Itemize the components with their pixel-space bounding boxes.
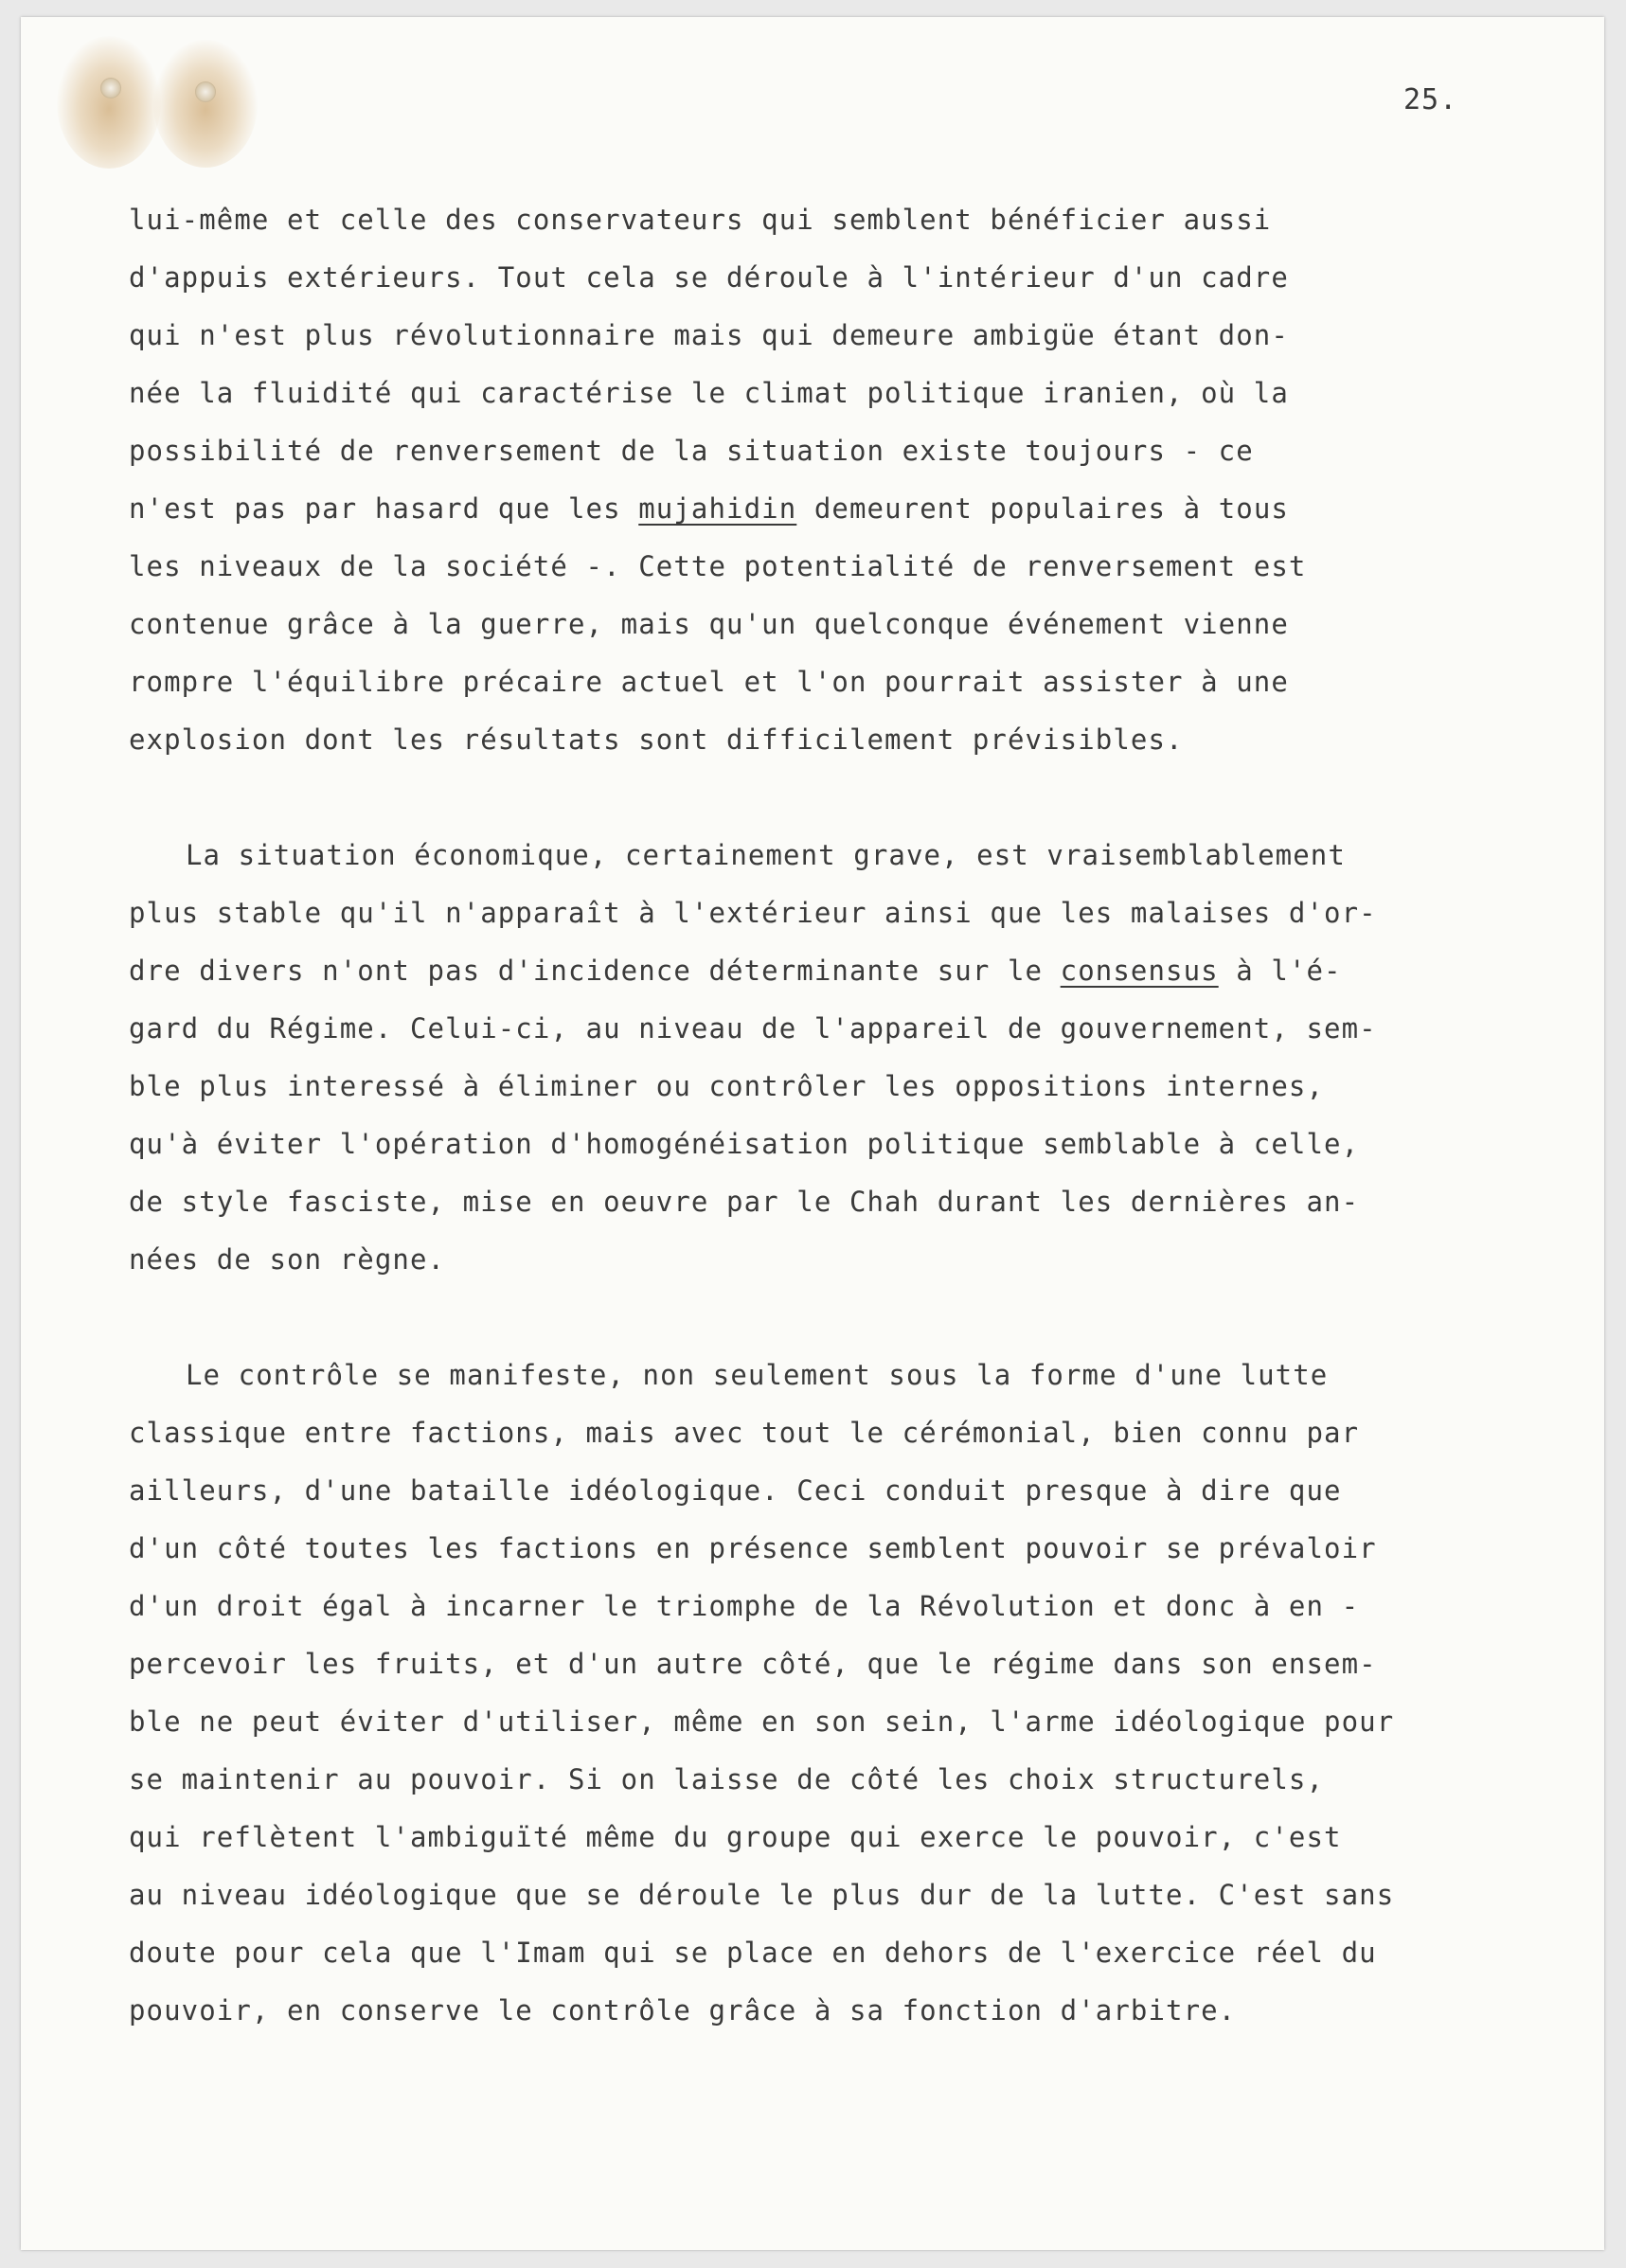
text-segment: qu'à éviter l'opération d'homogénéisation politique semblable à celle, xyxy=(129,1128,1360,1160)
text-segment: plus stable qu'il n'apparaît à l'extérieur ainsi que les malaises d'or- xyxy=(129,897,1377,929)
text-segment: de style fasciste, mise en oeuvre par le Chah durant les dernières an- xyxy=(129,1186,1360,1218)
text-line xyxy=(129,1347,1568,1404)
staple-hole-right xyxy=(195,81,216,102)
text-line xyxy=(129,1866,1568,1924)
text-line xyxy=(129,422,1568,480)
text-line xyxy=(129,1173,1568,1231)
text-segment: gard du Régime. Celui-ci, au niveau de l'appareil de gouvernement, sem- xyxy=(129,1012,1377,1045)
paragraph-1 xyxy=(129,191,1568,769)
text-line xyxy=(129,1404,1568,1462)
text-line xyxy=(129,827,1568,884)
text-line xyxy=(129,191,1568,249)
text-segment: classique entre factions, mais avec tout le cérémonial, bien connu par xyxy=(129,1417,1360,1449)
text-segment: ailleurs, d'une bataille idéologique. Ceci conduit presque à dire que xyxy=(129,1474,1342,1507)
text-line xyxy=(129,249,1568,307)
text-line xyxy=(129,1924,1568,1982)
text-segment: percevoir les fruits, et d'un autre côté, que le régime dans son ensem- xyxy=(129,1648,1377,1680)
text-segment: se maintenir au pouvoir. Si on laisse de côté les choix structurels, xyxy=(129,1763,1325,1795)
text-line xyxy=(129,1058,1568,1116)
underlined-term: mujahidin xyxy=(638,492,797,525)
text-line xyxy=(129,1635,1568,1693)
text-segment: d'un côté toutes les factions en présence semblent pouvoir se prévaloir xyxy=(129,1532,1377,1564)
text-segment: née la fluidité qui caractérise le climat politique iranien, où la xyxy=(129,377,1289,409)
document-body xyxy=(129,191,1568,2040)
text-segment: qui n'est plus révolutionnaire mais qui demeure ambigüe étant don- xyxy=(129,319,1289,351)
text-segment: à l'é- xyxy=(1218,955,1342,987)
text-line xyxy=(129,1520,1568,1578)
text-line xyxy=(129,1578,1568,1635)
paragraph-3 xyxy=(129,1347,1568,2040)
text-segment: doute pour cela que l'Imam qui se place en dehors de l'exercice réel du xyxy=(129,1937,1377,1969)
text-segment: La situation économique, certainement grave, est vraisemblablement xyxy=(186,839,1346,871)
rust-stain-left xyxy=(57,36,161,169)
text-segment: lui-même et celle des conservateurs qui semblent bénéficier aussi xyxy=(129,204,1272,236)
text-segment: rompre l'équilibre précaire actuel et l'on pourrait assister à une xyxy=(129,666,1289,698)
text-line xyxy=(129,480,1568,538)
rust-stain-right xyxy=(153,40,258,168)
text-segment: demeurent populaires à tous xyxy=(796,492,1289,525)
text-line xyxy=(129,307,1568,365)
text-line xyxy=(129,1231,1568,1289)
text-segment: ble ne peut éviter d'utiliser, même en son sein, l'arme idéologique pour xyxy=(129,1705,1395,1738)
text-segment: d'un droit égal à incarner le triomphe de la Révolution et donc à en - xyxy=(129,1590,1360,1622)
text-line xyxy=(129,1809,1568,1866)
staple-hole-left xyxy=(100,78,121,98)
text-line xyxy=(129,711,1568,769)
text-line xyxy=(129,1116,1568,1173)
text-segment: n'est pas par hasard que les xyxy=(129,492,639,525)
text-segment: pouvoir, en conserve le contrôle grâce à sa fonction d'arbitre. xyxy=(129,1994,1237,2027)
text-segment: Le contrôle se manifeste, non seulement sous la forme d'une lutte xyxy=(186,1359,1329,1391)
text-line xyxy=(129,1693,1568,1751)
text-segment: explosion dont les résultats sont difficilement prévisibles. xyxy=(129,723,1184,756)
text-segment: contenue grâce à la guerre, mais qu'un quelconque événement vienne xyxy=(129,608,1289,640)
text-line xyxy=(129,653,1568,711)
underlined-term: consensus xyxy=(1060,955,1219,987)
text-segment: dre divers n'ont pas d'incidence déterminante sur le xyxy=(129,955,1061,987)
text-line xyxy=(129,1462,1568,1520)
paragraph-gap xyxy=(129,769,1568,827)
page-number: 25. xyxy=(1403,83,1458,116)
text-line xyxy=(129,1751,1568,1809)
text-segment: les niveaux de la société -. Cette potentialité de renversement est xyxy=(129,550,1307,582)
text-line xyxy=(129,884,1568,942)
text-line xyxy=(129,538,1568,596)
paragraph-gap xyxy=(129,1289,1568,1347)
text-line xyxy=(129,365,1568,422)
text-segment: d'appuis extérieurs. Tout cela se déroule à l'intérieur d'un cadre xyxy=(129,261,1289,294)
text-segment: possibilité de renversement de la situation existe toujours - ce xyxy=(129,435,1254,467)
paragraph-2 xyxy=(129,827,1568,1289)
text-line xyxy=(129,1000,1568,1058)
text-line xyxy=(129,942,1568,1000)
text-segment: ble plus interessé à éliminer ou contrôler les oppositions internes, xyxy=(129,1070,1325,1102)
text-line xyxy=(129,596,1568,653)
text-segment: au niveau idéologique que se déroule le plus dur de la lutte. C'est sans xyxy=(129,1879,1395,1911)
text-line xyxy=(129,1982,1568,2040)
text-segment: nées de son règne. xyxy=(129,1243,446,1276)
text-segment: qui reflètent l'ambiguïté même du groupe qui exerce le pouvoir, c'est xyxy=(129,1821,1342,1853)
